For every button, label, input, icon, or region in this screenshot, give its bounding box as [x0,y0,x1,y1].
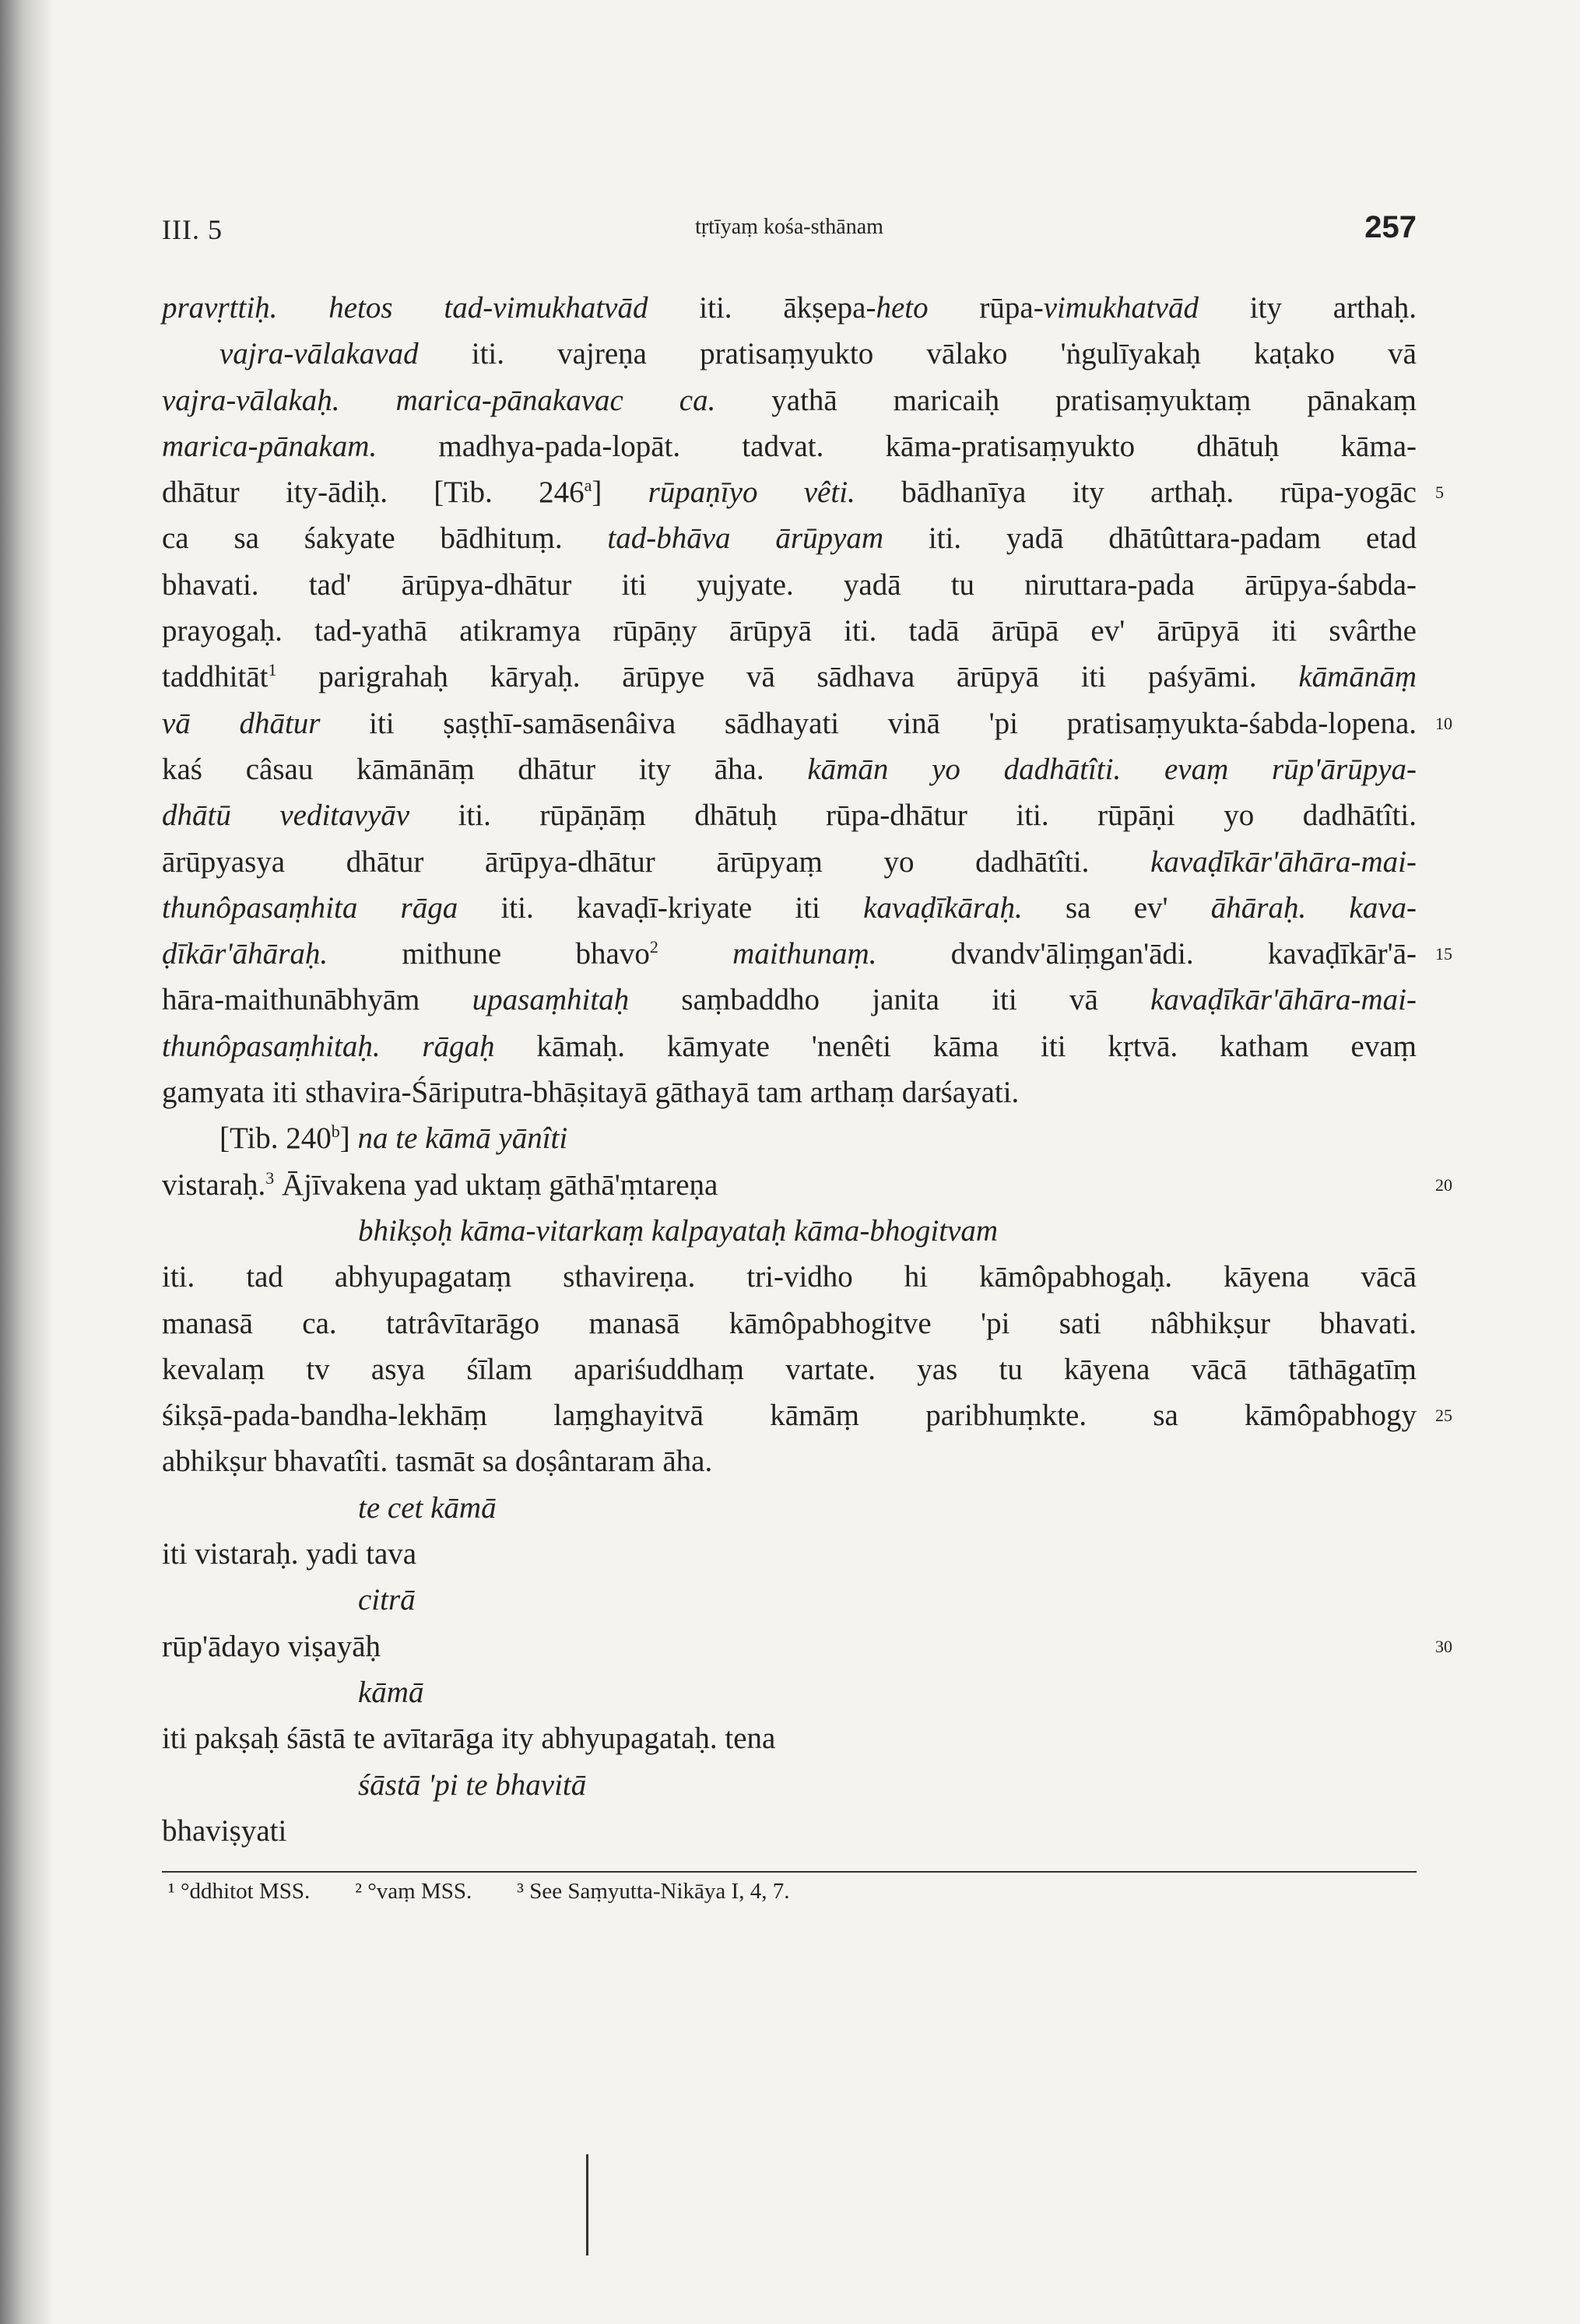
line-number: 5 [1435,483,1444,503]
text-line: thunôpasaṃhita rāga iti. kavaḍī-kriyate iti kavaḍīkāraḥ. sa ev' āhāraḥ. kava- [162,890,1417,925]
book-binding-edge [0,0,54,2324]
page-number: 257 [1364,210,1417,244]
margin-mark [586,2154,588,2256]
text-line: śikṣā-pada-bandha-lekhāṃ laṃghayitvā kāmāṃ paribhuṃkte. sa kāmôpabhogy 25 [162,1392,1417,1438]
text-line: iti pakṣaḥ śāstā te avītarāga ity abhyupagataḥ. tena [162,1722,776,1756]
text-line: bhaviṣyati [162,1813,287,1848]
footnotes [168,1879,834,1904]
text-line: pravṛttiḥ. hetos tad-vimukhatvād iti. ākṣepa-heto rūpa-vimukhatvād ity arthaḥ. [162,291,1417,325]
text-line: hāra-maithunābhyām upasaṃhitaḥ saṃbaddho janita iti vā kavaḍīkār'āhāra-mai- [162,983,1417,1017]
text-line: vajra-vālakavad iti. vajreṇa pratisaṃyukto vālako 'ṅgulīyakaḥ kaṭako vā [219,337,1417,371]
text-line: manasā ca. tatrâvītarāgo manasā kāmôpabhogitve 'pi sati nâbhikṣur bhavati. [162,1306,1417,1340]
text-line: te cet kāmā [358,1490,497,1525]
text-line: taddhitāt$^1$ parigrahaḥ kāryaḥ. ārūpye vā sādhava ārūpyā iti paśyāmi. kāmānāṃ [162,660,1417,694]
text-line: rūp'ādayo viṣayāḥ 30 [162,1624,1417,1669]
text-line: ca sa śakyate bādhituṃ. tad-bhāva ārūpyam iti. yadā dhātûttara-padam etad [162,521,1417,556]
body-text [162,285,1452,1854]
text-line: kevalaṃ tv asya śīlam apariśuddhaṃ vartate. yas tu kāyena vācā tāthāgatīṃ [162,1352,1417,1386]
chapter-marker: III. 5 [162,214,223,245]
footnote: ² °vaṃ MSS. [355,1879,472,1904]
text-line: vajra-vālakaḥ. marica-pānakavac ca. yathā maricaiḥ pratisaṃyuktaṃ pānakaṃ [162,383,1417,417]
line-number: 10 [1435,713,1452,733]
footnote: ³ See Saṃyutta-Nikāya I, 4, 7. [517,1879,790,1904]
running-header [162,209,1417,255]
running-title: tṛtīyaṃ kośa-sthānam [695,215,883,239]
text-line: ārūpyasya dhātur ārūpya-dhātur ārūpyaṃ yo dadhātîti. kavaḍīkār'āhāra-mai- [162,844,1417,879]
text-line: śāstā 'pi te bhavitā [358,1768,587,1802]
text-line: abhikṣur bhavatîti. tasmāt sa doṣântaram āha. [162,1445,713,1479]
line-number: 15 [1435,944,1452,964]
text-line: vā dhātur iti ṣaṣṭhī-samāsenâiva sādhayati vinā 'pi pratisaṃyukta-śabda-lopena. 10 [162,700,1417,746]
line-number: 20 [1435,1174,1452,1195]
text-line: vistaraḥ.$^3$ Ājīvakena yad uktaṃ gāthā'ṃtareṇa 20 [162,1162,1417,1208]
text-line: kāmā [358,1675,424,1709]
text-line: bhikṣoḥ kāma-vitarkaṃ kalpayataḥ kāma-bhogitvam [358,1213,999,1248]
footnote-rule [162,1871,1417,1873]
text-line: dhātū veditavyāv iti. rūpāṇāṃ dhātuḥ rūpa-dhātur iti. rūpāṇi yo dadhātîti. [162,799,1417,833]
text-line: iti vistaraḥ. yadi tava [162,1537,417,1571]
text-line: kaś câsau kāmānāṃ dhātur ity āha. kāmān yo dadhātîti. evaṃ rūp'ārūpya- [162,752,1417,786]
line-number: 25 [1435,1406,1452,1426]
text-line: thunôpasaṃhitaḥ. rāgaḥ kāmaḥ. kāmyate 'nenêti kāma iti kṛtvā. katham evaṃ [162,1029,1417,1063]
text-line: iti. tad abhyupagataṃ sthavireṇa. tri-vidho hi kāmôpabhogaḥ. kāyena vācā [162,1260,1417,1294]
text-line: ḍīkār'āhāraḥ. mithune bhavo$^2$ maithunaṃ. dvandv'āliṃgan'ādi. kavaḍīkār'ā- 15 [162,931,1417,977]
line-number: 30 [1435,1636,1452,1656]
text-line: marica-pānakam. madhya-pada-lopāt. tadvat. kāma-pratisaṃyukto dhātuḥ kāma- [162,429,1417,463]
text-line: [Tib. 240$^b$] na te kāmā yānîti [219,1122,568,1156]
text-line: citrā [358,1583,416,1617]
text-line: dhātur ity-ādiḥ. [Tib. 246$^a$] rūpaṇīyo vêti. bādhanīya ity arthaḥ. rūpa-yogāc 5 [162,469,1417,515]
text-line: bhavati. tad' ārūpya-dhātur iti yujyate. yadā tu niruttara-pada ārūpya-śabda- [162,567,1417,602]
footnote: ¹ °ddhitot MSS. [168,1879,311,1904]
text-line: prayogaḥ. tad-yathā atikramya rūpāṇy ārūpyā iti. tadā ārūpā ev' ārūpyā iti svârthe [162,614,1417,648]
text-line: gamyata iti sthavira-Śāriputra-bhāṣitayā gāthayā tam arthaṃ darśayati. [162,1076,1020,1110]
